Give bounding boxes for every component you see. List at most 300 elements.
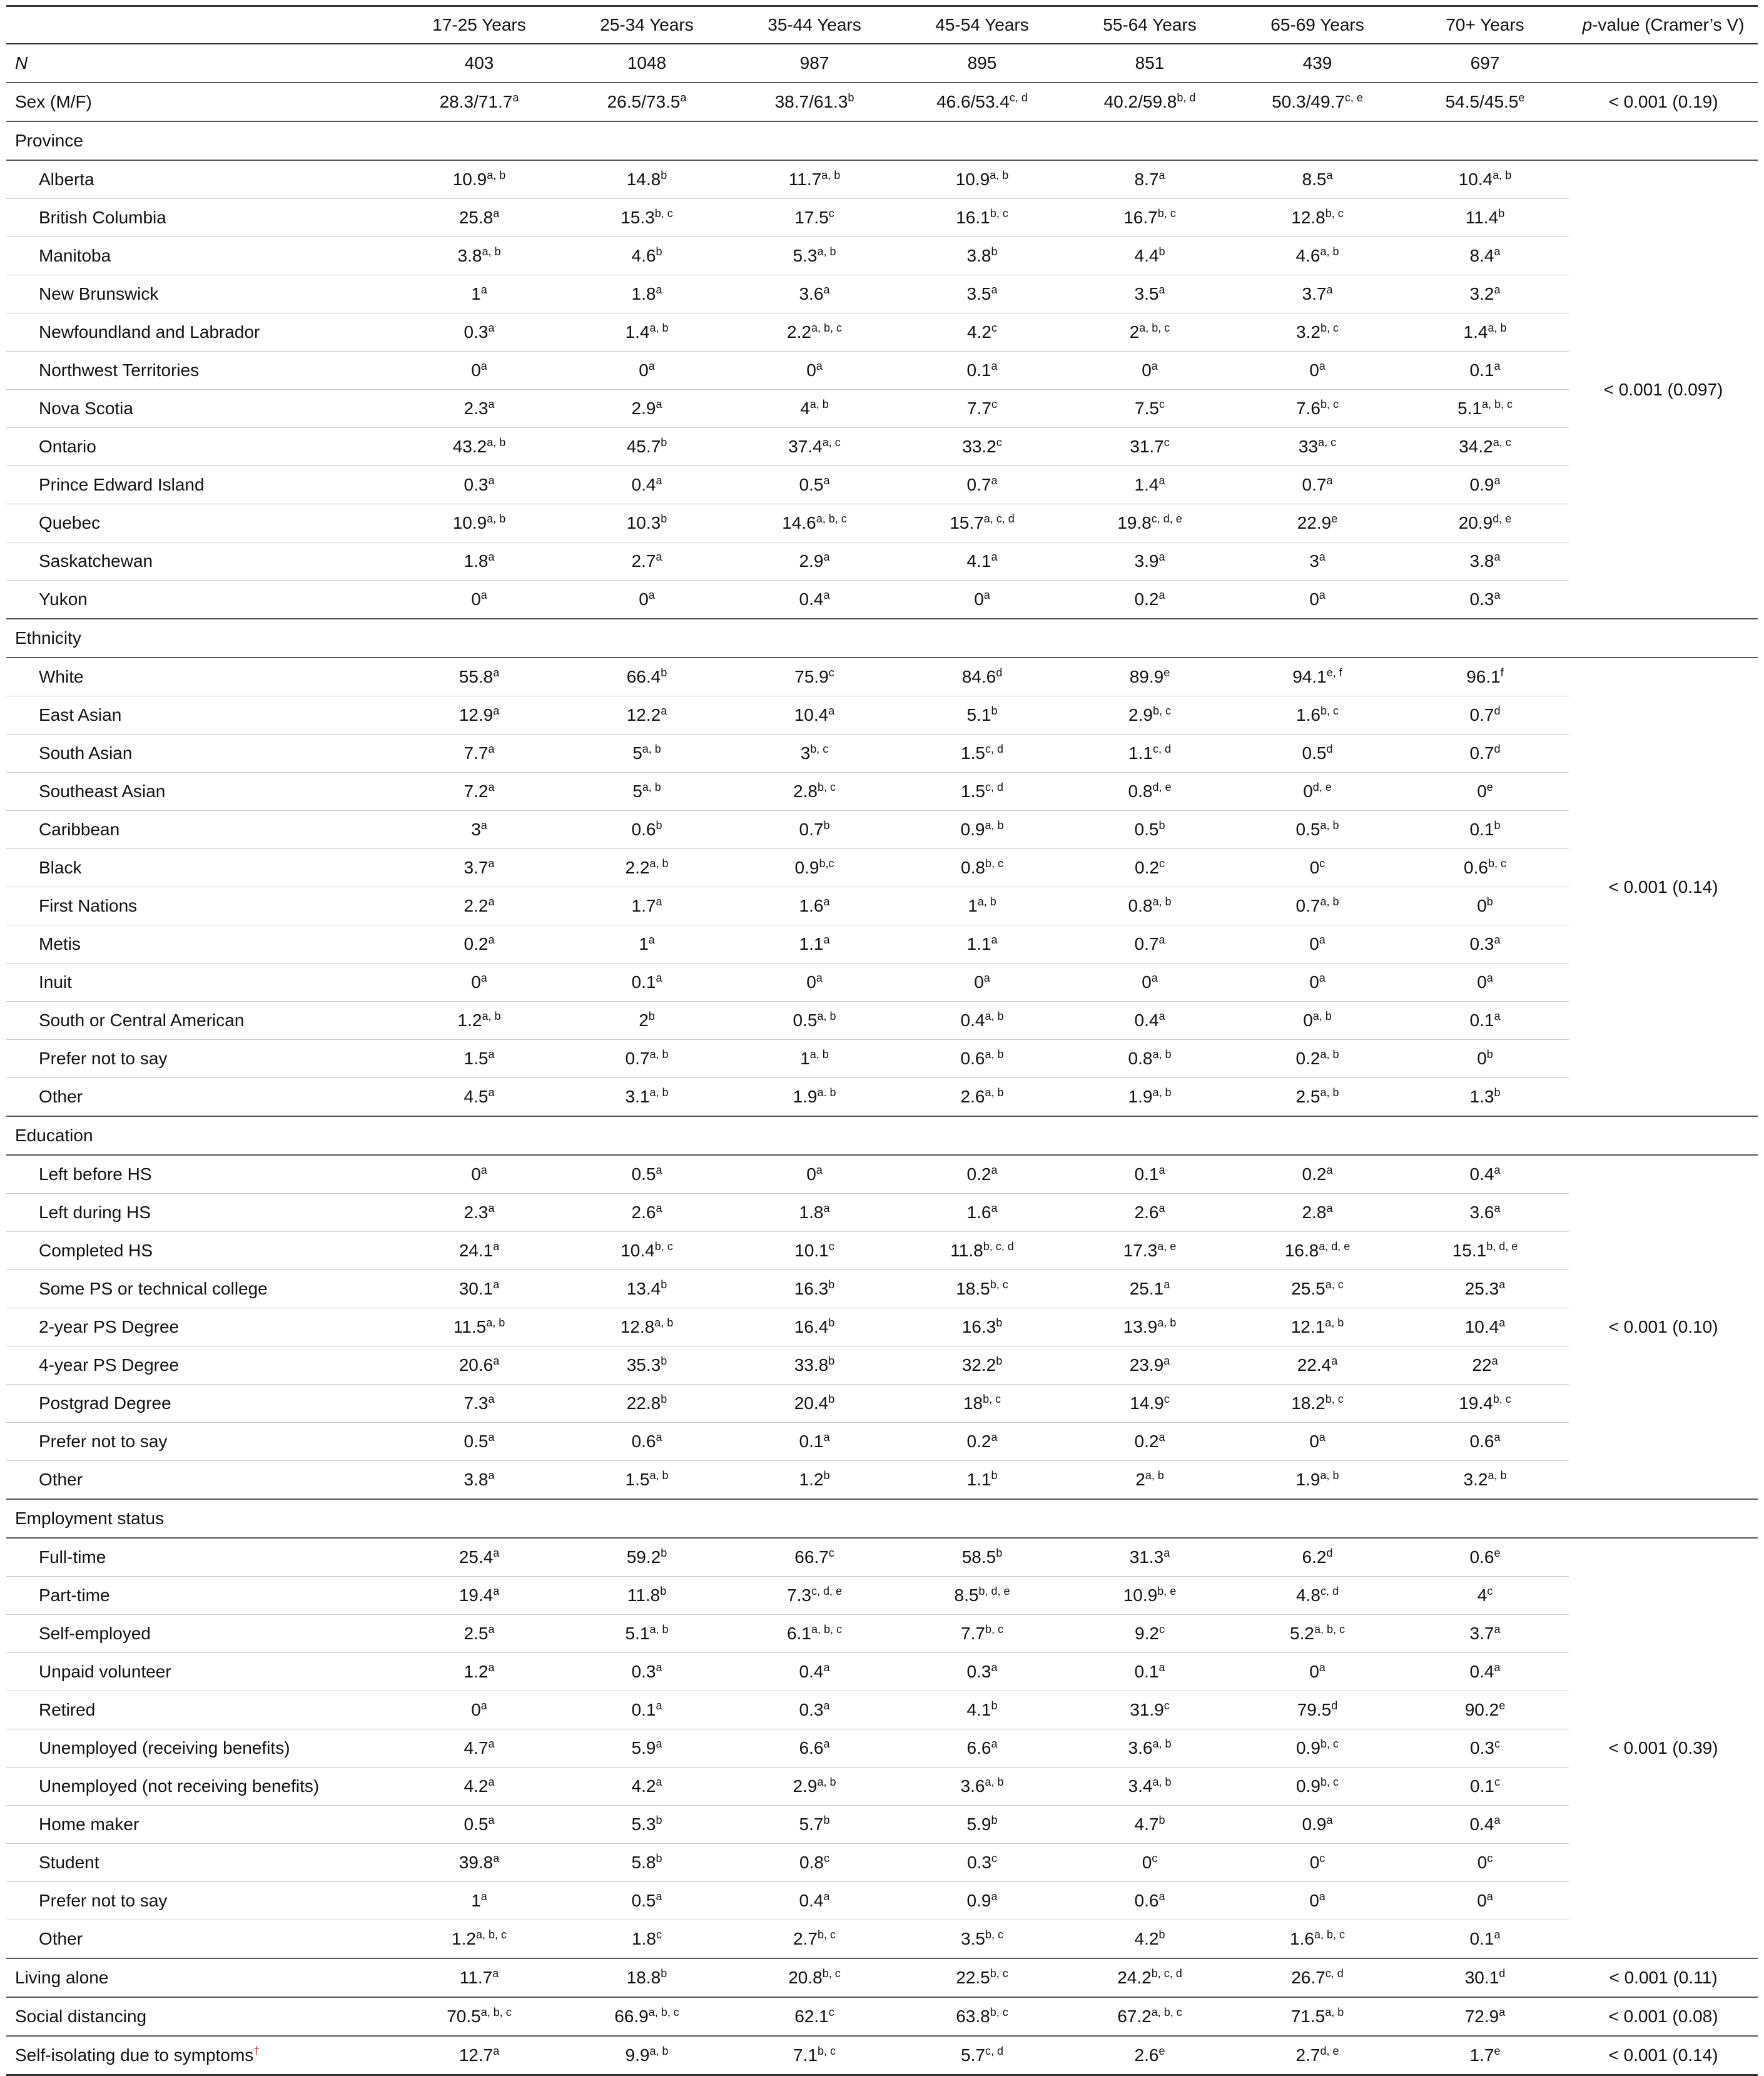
value-cell bbox=[563, 1385, 731, 1423]
row-label-text: Social distancing bbox=[15, 2007, 147, 2026]
value-cell bbox=[395, 1385, 563, 1423]
cell-value: 2.6 bbox=[1134, 1203, 1159, 1222]
value-cell bbox=[898, 1806, 1066, 1844]
header-cell-70-plus: 70+ Years bbox=[1401, 6, 1569, 44]
significance-superscript: b bbox=[823, 1469, 830, 1482]
cell-value: 0.6 bbox=[1469, 1432, 1494, 1451]
row-label bbox=[6, 237, 395, 275]
cell-value: 13.4 bbox=[626, 1279, 661, 1298]
value-cell bbox=[731, 390, 898, 428]
cell-value: 0 bbox=[1309, 934, 1319, 954]
value-cell bbox=[563, 1423, 731, 1461]
significance-superscript: d, e bbox=[1152, 781, 1172, 793]
significance-superscript: a, b bbox=[1325, 1316, 1344, 1329]
significance-superscript: b bbox=[660, 1585, 667, 1597]
significance-superscript: b, c bbox=[1152, 705, 1171, 717]
cell-value: 3.2 bbox=[1469, 284, 1494, 303]
significance-superscript: a bbox=[488, 1469, 495, 1482]
value-cell bbox=[1066, 1385, 1234, 1423]
significance-superscript: a bbox=[816, 972, 823, 984]
cell-value: 4.1 bbox=[966, 551, 991, 571]
significance-superscript: a bbox=[816, 1164, 823, 1176]
cell-value: 0.4 bbox=[631, 475, 656, 494]
value-cell bbox=[1066, 1958, 1234, 1997]
cell-value: 0 bbox=[974, 589, 984, 609]
value-cell bbox=[898, 1920, 1066, 1959]
cell-value: 72.9 bbox=[1464, 2007, 1499, 2026]
cell-value: 6.6 bbox=[966, 1738, 991, 1758]
cell-value: 3.2 bbox=[1463, 1470, 1488, 1489]
value-cell bbox=[395, 44, 563, 83]
value-cell bbox=[395, 1806, 563, 1844]
significance-superscript: a bbox=[991, 1738, 998, 1750]
cell-value: 3.7 bbox=[1302, 284, 1327, 303]
cell-value: 0 bbox=[1309, 1662, 1319, 1681]
value-cell bbox=[1401, 504, 1569, 542]
cell-value: 16.4 bbox=[794, 1317, 829, 1336]
cell-value: 4.6 bbox=[631, 246, 656, 265]
cell-value: 3.6 bbox=[1469, 1203, 1494, 1222]
cell-value: 1 bbox=[471, 1891, 481, 1910]
value-cell bbox=[1066, 1423, 1234, 1461]
row-label-text: Southeast Asian bbox=[39, 781, 166, 801]
cell-value: 33 bbox=[1298, 437, 1319, 456]
p-value-cell: < 0.001 (0.08) bbox=[1569, 1997, 1758, 2036]
p-value-cell: < 0.001 (0.10) bbox=[1569, 1155, 1758, 1499]
cell-value: 0.5 bbox=[631, 1891, 656, 1910]
value-cell bbox=[1234, 1882, 1401, 1920]
significance-superscript: a bbox=[1326, 283, 1333, 296]
cell-value: 3.1 bbox=[625, 1087, 650, 1106]
value-cell bbox=[395, 83, 563, 121]
value-cell bbox=[1234, 542, 1401, 581]
significance-superscript: b bbox=[661, 1393, 667, 1405]
significance-superscript: b, c bbox=[990, 207, 1008, 220]
cell-value: 1048 bbox=[627, 53, 667, 73]
cell-value: 18.5 bbox=[956, 1279, 990, 1298]
value-cell bbox=[898, 1194, 1066, 1232]
value-cell bbox=[395, 1691, 563, 1729]
significance-superscript: a, b bbox=[1325, 2006, 1344, 2018]
significance-superscript: a bbox=[488, 895, 495, 908]
cell-value: 0.9 bbox=[960, 820, 985, 839]
cell-value: 0 bbox=[471, 1164, 481, 1184]
table-row bbox=[6, 160, 1758, 199]
value-cell bbox=[1234, 1346, 1401, 1385]
value-cell bbox=[1234, 1270, 1401, 1308]
significance-superscript: b, c bbox=[1493, 1393, 1511, 1405]
cell-value: 0 bbox=[1309, 858, 1320, 877]
significance-superscript: b,c bbox=[819, 857, 834, 870]
row-label bbox=[6, 466, 395, 504]
cell-value: 2.2 bbox=[787, 322, 811, 342]
value-cell bbox=[1066, 1729, 1234, 1768]
cell-value: 30.1 bbox=[459, 1279, 494, 1298]
significance-superscript: a, b, c bbox=[1151, 2006, 1182, 2018]
table-row bbox=[6, 1768, 1758, 1806]
cell-value: 3.5 bbox=[1134, 284, 1159, 303]
significance-superscript: a bbox=[488, 781, 495, 793]
value-cell bbox=[1234, 696, 1401, 735]
significance-superscript: d bbox=[1499, 1967, 1506, 1980]
value-cell bbox=[395, 313, 563, 352]
row-label-text: South Asian bbox=[39, 743, 133, 763]
value-cell bbox=[395, 1194, 563, 1232]
value-cell bbox=[1066, 1040, 1234, 1078]
significance-superscript: a bbox=[1494, 1010, 1501, 1022]
value-cell bbox=[1066, 735, 1234, 773]
table-row bbox=[6, 1155, 1758, 1194]
header-cell-17-25: 17-25 Years bbox=[395, 6, 563, 44]
value-cell bbox=[1234, 1729, 1401, 1768]
significance-superscript: a bbox=[493, 1547, 500, 1559]
value-cell bbox=[1401, 1232, 1569, 1270]
value-cell bbox=[563, 1040, 731, 1078]
significance-superscript: a bbox=[656, 1776, 662, 1788]
table-row bbox=[6, 1653, 1758, 1691]
value-cell bbox=[395, 1155, 563, 1194]
value-cell bbox=[395, 237, 563, 275]
cell-value: 16.3 bbox=[961, 1317, 996, 1336]
table-row bbox=[6, 1308, 1758, 1346]
value-cell bbox=[898, 275, 1066, 313]
cell-value: 0.3 bbox=[631, 1662, 656, 1681]
cell-value: 4.2 bbox=[1134, 1929, 1159, 1948]
cell-value: 697 bbox=[1470, 53, 1500, 73]
significance-superscript: b bbox=[656, 1852, 662, 1865]
significance-superscript: a bbox=[1326, 1202, 1333, 1214]
cell-value: 11.7 bbox=[788, 170, 822, 189]
significance-superscript: d, e bbox=[1312, 781, 1332, 793]
row-label-text: East Asian bbox=[39, 705, 122, 725]
row-label-text: Other bbox=[39, 1470, 83, 1489]
significance-superscript: a, b bbox=[482, 245, 501, 258]
significance-superscript: a bbox=[480, 283, 487, 296]
value-cell bbox=[563, 1461, 731, 1500]
cell-value: 1.6 bbox=[966, 1203, 991, 1222]
significance-superscript: a, b bbox=[985, 1010, 1004, 1022]
value-cell bbox=[898, 1882, 1066, 1920]
significance-superscript: b, c bbox=[654, 1240, 673, 1253]
value-cell bbox=[1066, 428, 1234, 466]
significance-superscript: a, b, c bbox=[1314, 1928, 1345, 1941]
value-cell bbox=[563, 1308, 731, 1346]
cell-value: 11.5 bbox=[453, 1317, 487, 1336]
significance-superscript: a bbox=[648, 589, 655, 601]
significance-superscript: a bbox=[1319, 1431, 1326, 1443]
cell-value: 2.8 bbox=[1302, 1203, 1327, 1222]
cell-value: 0.1 bbox=[1469, 1010, 1494, 1030]
cell-value: 0.3 bbox=[1470, 1738, 1494, 1758]
cell-value: 8.5 bbox=[1302, 170, 1327, 189]
cell-value: 3.8 bbox=[1469, 551, 1494, 571]
cell-value: 89.9 bbox=[1129, 667, 1164, 686]
significance-superscript: a bbox=[1491, 1355, 1498, 1367]
significance-superscript: a bbox=[661, 705, 667, 717]
cell-value: 0.6 bbox=[1469, 1547, 1494, 1567]
significance-superscript: a bbox=[1494, 1661, 1501, 1674]
row-label bbox=[6, 1308, 395, 1346]
value-cell bbox=[1234, 1844, 1401, 1882]
significance-superscript: c, d bbox=[1009, 91, 1028, 104]
significance-superscript: a bbox=[493, 207, 500, 220]
section-header-row bbox=[6, 619, 1758, 658]
significance-superscript: a, b bbox=[642, 743, 661, 755]
significance-superscript: a, b, c bbox=[811, 322, 842, 334]
cell-value: 851 bbox=[1135, 53, 1165, 73]
value-cell bbox=[395, 352, 563, 390]
cell-value: 0.3 bbox=[1469, 589, 1494, 609]
cell-value: 1.4 bbox=[1134, 475, 1159, 494]
value-cell bbox=[898, 1538, 1066, 1577]
value-cell bbox=[1066, 542, 1234, 581]
value-cell bbox=[731, 849, 898, 887]
significance-superscript: b bbox=[661, 169, 667, 181]
cell-value: 20.8 bbox=[788, 1968, 823, 1987]
value-cell bbox=[1234, 1002, 1401, 1040]
value-cell bbox=[395, 1461, 563, 1500]
cell-value: 3.7 bbox=[1469, 1624, 1494, 1643]
value-cell bbox=[395, 542, 563, 581]
significance-superscript: e bbox=[1158, 2045, 1165, 2057]
cell-value: 10.4 bbox=[794, 705, 829, 725]
row-label-text: Prefer not to say bbox=[39, 1049, 168, 1068]
cell-value: 4.7 bbox=[464, 1738, 489, 1758]
significance-superscript: c, d, e bbox=[811, 1585, 842, 1597]
cell-value: 16.3 bbox=[794, 1279, 829, 1298]
significance-superscript: b, c bbox=[817, 1928, 836, 1941]
row-label bbox=[6, 849, 395, 887]
significance-superscript: b bbox=[823, 819, 830, 832]
cell-value: 20.6 bbox=[459, 1355, 494, 1375]
value-cell bbox=[731, 313, 898, 352]
row-label-text: 2-year PS Degree bbox=[39, 1317, 180, 1336]
value-cell bbox=[563, 581, 731, 619]
cell-value: 0.7 bbox=[1134, 934, 1159, 954]
value-cell bbox=[1401, 1958, 1569, 1997]
significance-superscript: c bbox=[1152, 1852, 1158, 1865]
cell-value: 0.4 bbox=[799, 1662, 824, 1681]
cell-value: 13.9 bbox=[1123, 1317, 1158, 1336]
significance-superscript: a, b bbox=[1152, 1086, 1172, 1099]
cell-value: 2.3 bbox=[464, 399, 489, 418]
value-cell bbox=[1234, 658, 1401, 696]
value-cell bbox=[1401, 1691, 1569, 1729]
table-row bbox=[6, 83, 1758, 121]
header-cell-25-34: 25-34 Years bbox=[563, 6, 731, 44]
p-value-cell: < 0.001 (0.14) bbox=[1569, 658, 1758, 1116]
value-cell bbox=[898, 1615, 1066, 1653]
significance-superscript: a bbox=[1494, 589, 1501, 601]
cell-value: 0.7 bbox=[799, 820, 824, 839]
cell-value: 0 bbox=[806, 1164, 816, 1184]
significance-superscript: a bbox=[1158, 1164, 1165, 1176]
significance-superscript: a bbox=[1494, 551, 1501, 563]
significance-superscript: b bbox=[991, 1814, 998, 1826]
value-cell bbox=[1066, 237, 1234, 275]
value-cell bbox=[731, 1768, 898, 1806]
cell-value: 0.4 bbox=[960, 1010, 985, 1030]
row-label bbox=[6, 1920, 395, 1959]
significance-superscript: a, b, c bbox=[648, 2006, 679, 2018]
value-cell bbox=[1401, 1882, 1569, 1920]
significance-superscript: a, b bbox=[977, 895, 996, 908]
significance-superscript: a bbox=[1326, 1164, 1333, 1176]
significance-superscript: a, b bbox=[817, 1776, 836, 1788]
significance-superscript: a bbox=[1331, 1355, 1338, 1367]
significance-superscript: a bbox=[991, 1202, 998, 1214]
value-cell bbox=[1066, 1882, 1234, 1920]
significance-superscript: a bbox=[1494, 1164, 1501, 1176]
significance-superscript: a bbox=[1158, 589, 1165, 601]
significance-superscript: a bbox=[823, 551, 830, 563]
significance-superscript: a bbox=[991, 1431, 998, 1443]
value-cell bbox=[1401, 811, 1569, 849]
significance-superscript: a bbox=[488, 1776, 495, 1788]
value-cell bbox=[898, 2036, 1066, 2075]
significance-superscript: b, c bbox=[1320, 1776, 1339, 1788]
value-cell bbox=[731, 44, 898, 83]
cell-value: 58.5 bbox=[961, 1547, 996, 1567]
value-cell bbox=[731, 237, 898, 275]
cell-value: 11.8 bbox=[627, 1585, 661, 1605]
row-label-text: Metis bbox=[39, 934, 81, 954]
value-cell bbox=[898, 658, 1066, 696]
significance-superscript: b, c bbox=[990, 1278, 1008, 1291]
value-cell bbox=[898, 1232, 1066, 1270]
value-cell bbox=[563, 1232, 731, 1270]
significance-superscript: c, d bbox=[1152, 743, 1171, 755]
table-row bbox=[6, 1920, 1758, 1959]
table-row bbox=[6, 1423, 1758, 1461]
significance-superscript: a bbox=[1486, 1890, 1493, 1903]
significance-superscript: b, c bbox=[1488, 857, 1506, 870]
cell-value: 0.5 bbox=[1302, 743, 1327, 763]
cell-value: 11.8 bbox=[950, 1241, 983, 1260]
value-cell bbox=[1234, 1691, 1401, 1729]
value-cell bbox=[563, 313, 731, 352]
cell-value: 0.5 bbox=[1295, 820, 1320, 839]
cell-value: 439 bbox=[1302, 53, 1332, 73]
cell-value: 25.8 bbox=[459, 208, 494, 227]
value-cell bbox=[1066, 581, 1234, 619]
cell-value: 5.8 bbox=[631, 1853, 656, 1872]
row-label bbox=[6, 581, 395, 619]
significance-superscript: a bbox=[991, 1661, 998, 1674]
value-cell bbox=[1401, 1653, 1569, 1691]
cell-value: 79.5 bbox=[1297, 1700, 1332, 1719]
value-cell bbox=[731, 275, 898, 313]
value-cell bbox=[563, 1577, 731, 1615]
value-cell bbox=[731, 964, 898, 1002]
value-cell bbox=[731, 887, 898, 925]
cell-value: 10.9 bbox=[452, 513, 487, 532]
cell-value: 3.5 bbox=[966, 284, 991, 303]
significance-superscript: a bbox=[823, 589, 830, 601]
cell-value: 15.3 bbox=[621, 208, 655, 227]
table-row bbox=[6, 696, 1758, 735]
significance-superscript: a, b bbox=[1488, 322, 1507, 334]
row-label bbox=[6, 1194, 395, 1232]
significance-superscript: b bbox=[828, 1278, 835, 1291]
significance-superscript: b, c bbox=[1325, 207, 1344, 220]
dagger-footnote-mark: † bbox=[253, 2045, 260, 2057]
row-label-text: Home maker bbox=[39, 1814, 139, 1834]
cell-value: 25.3 bbox=[1464, 1279, 1499, 1298]
value-cell bbox=[898, 390, 1066, 428]
cell-value: 7.7 bbox=[961, 1624, 985, 1643]
value-cell bbox=[1066, 160, 1234, 199]
significance-superscript: a bbox=[648, 934, 655, 946]
value-cell bbox=[563, 83, 731, 121]
row-label-text: Sex (M/F) bbox=[15, 92, 92, 111]
significance-superscript: a bbox=[480, 972, 487, 984]
value-cell bbox=[1234, 964, 1401, 1002]
significance-superscript: a bbox=[488, 474, 495, 487]
value-cell bbox=[898, 1691, 1066, 1729]
p-value-cell bbox=[1569, 44, 1758, 83]
value-cell bbox=[395, 1538, 563, 1577]
significance-superscript: a bbox=[1158, 1661, 1165, 1674]
significance-superscript: a bbox=[1158, 283, 1165, 296]
significance-superscript: a bbox=[828, 705, 835, 717]
significance-superscript: a, b bbox=[1320, 1048, 1339, 1061]
value-cell bbox=[563, 352, 731, 390]
significance-superscript: b bbox=[996, 1547, 1003, 1559]
value-cell bbox=[395, 773, 563, 811]
value-cell bbox=[1401, 1615, 1569, 1653]
cell-value: 0 bbox=[806, 972, 816, 992]
significance-superscript: a bbox=[823, 283, 830, 296]
table-row bbox=[6, 1691, 1758, 1729]
cell-value: 10.4 bbox=[621, 1241, 655, 1260]
row-label-text: Postgrad Degree bbox=[39, 1393, 171, 1413]
significance-superscript: a bbox=[488, 743, 495, 755]
table-body bbox=[6, 44, 1758, 2075]
cell-value: 0.6 bbox=[631, 820, 656, 839]
significance-superscript: e bbox=[1331, 512, 1338, 525]
value-cell bbox=[1066, 390, 1234, 428]
cell-value: 1.1 bbox=[799, 934, 824, 954]
significance-superscript: a bbox=[480, 1699, 487, 1712]
cell-value: 0 bbox=[1142, 972, 1152, 992]
header-cell-55-64: 55-64 Years bbox=[1066, 6, 1234, 44]
value-cell bbox=[563, 1844, 731, 1882]
cell-value: 15.7 bbox=[950, 513, 984, 532]
cell-value: 3.6 bbox=[1128, 1738, 1153, 1758]
cell-value: 0.4 bbox=[1469, 1814, 1494, 1834]
row-label bbox=[6, 1155, 395, 1194]
value-cell bbox=[1234, 44, 1401, 83]
value-cell bbox=[563, 390, 731, 428]
value-cell bbox=[731, 1385, 898, 1423]
cell-value: 55.8 bbox=[459, 667, 494, 686]
value-cell bbox=[898, 313, 1066, 352]
significance-superscript: a, b bbox=[482, 1010, 501, 1022]
significance-superscript: a bbox=[493, 2045, 500, 2057]
cell-value: 5.3 bbox=[631, 1814, 656, 1834]
cell-value: 2.7 bbox=[631, 551, 656, 571]
cell-value: 66.4 bbox=[626, 667, 661, 686]
value-cell bbox=[395, 1997, 563, 2036]
value-cell bbox=[1066, 1768, 1234, 1806]
value-cell bbox=[898, 504, 1066, 542]
cell-value: 0 bbox=[1309, 972, 1319, 992]
value-cell bbox=[1234, 1423, 1401, 1461]
row-label bbox=[6, 1232, 395, 1270]
significance-superscript: a bbox=[1158, 1202, 1165, 1214]
table-row bbox=[6, 1844, 1758, 1882]
